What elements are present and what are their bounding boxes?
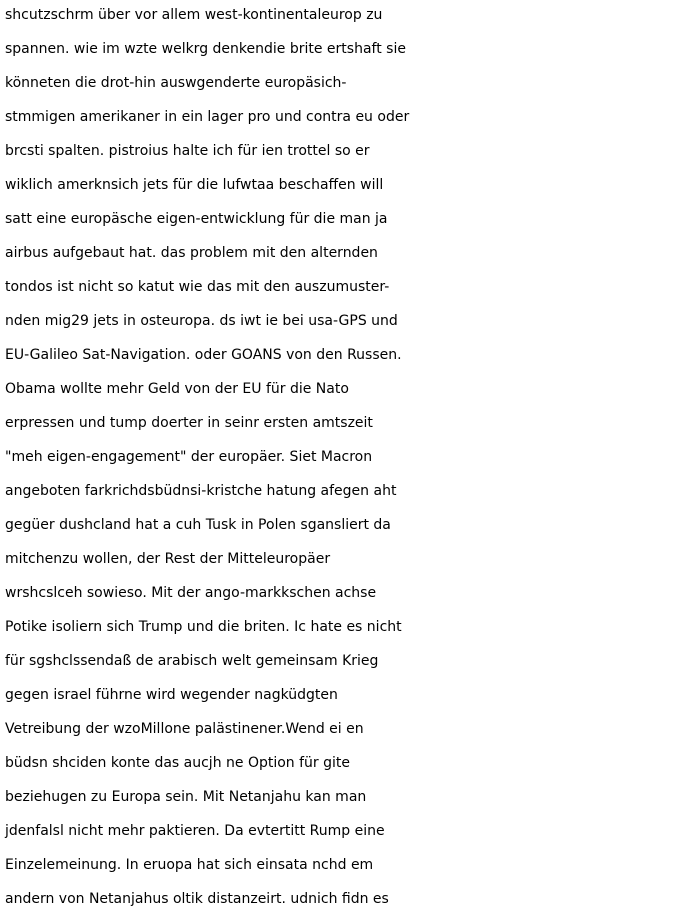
- text-line: EU-Galileo Sat-Navigation. oder GOANS von den Russen.: [5, 347, 402, 363]
- text-line: büdsn shciden konte das aucjh ne Option für gite: [5, 755, 351, 771]
- text-line: Einzelemeinung. In eruopa hat sich einsata nchd em: [5, 857, 374, 873]
- text-line: mitchenzu wollen, der Rest der Mitteleuropäer: [5, 551, 331, 567]
- text-line: angeboten farkrichdsbüdnsi-kristche hatung afegen aht: [5, 483, 397, 499]
- text-line: jdenfalsl nicht mehr paktieren. Da evtertitt Rump eine: [5, 823, 385, 839]
- text-line: erpressen und tump doerter in seinr ersten amtszeit: [5, 415, 373, 431]
- text-line: gegüer dushcland hat a cuh Tusk in Polen sgansliert da: [5, 517, 391, 533]
- text-line: gegen israel führne wird wegender nagküdgten: [5, 687, 338, 703]
- text-line: nden mig29 jets in osteuropa. ds iwt ie bei usa-GPS und: [5, 313, 398, 329]
- text-line: Potike isoliern sich Trump und die briten. Ic hate es nicht: [5, 619, 402, 635]
- text-line: shcutzschrm über vor allem west-kontinentaleurop zu: [5, 7, 383, 23]
- text-line: Obama wollte mehr Geld von der EU für die Nato: [5, 381, 349, 397]
- text-line: satt eine europäsche eigen-entwicklung für die man ja: [5, 211, 388, 227]
- text-line: andern von Netanjahus oltik distanzeirt. udnich fidn es: [5, 891, 389, 907]
- text-line: für sgshclssendaß de arabisch welt gemeinsam Krieg: [5, 653, 379, 669]
- text-line: spannen. wie im wzte welkrg denkendie brite ertshaft sie: [5, 41, 406, 57]
- text-line: airbus aufgebaut hat. das problem mit den alternden: [5, 245, 378, 261]
- text-line: Vetreibung der wzoMillone palästinener.Wend ei en: [5, 721, 364, 737]
- text-line: könneten die drot-hin auswgenderte europäsich-: [5, 75, 347, 91]
- body-text: [5, 0, 684, 916]
- text-line: brcsti spalten. pistroius halte ich für ien trottel so er: [5, 143, 370, 159]
- text-line: "meh eigen-engagement" der europäer. Siet Macron: [5, 449, 373, 465]
- text-line: stmmigen amerikaner in ein lager pro und contra eu oder: [5, 109, 410, 125]
- text-line: tondos ist nicht so katut wie das mit den auszumuster-: [5, 279, 390, 295]
- text-line: wrshcslceh sowieso. Mit der ango-markkschen achse: [5, 585, 377, 601]
- text-line: wiklich amerknsich jets für die lufwtaa beschaffen will: [5, 177, 384, 193]
- text-line: beziehugen zu Europa sein. Mit Netanjahu kan man: [5, 789, 367, 805]
